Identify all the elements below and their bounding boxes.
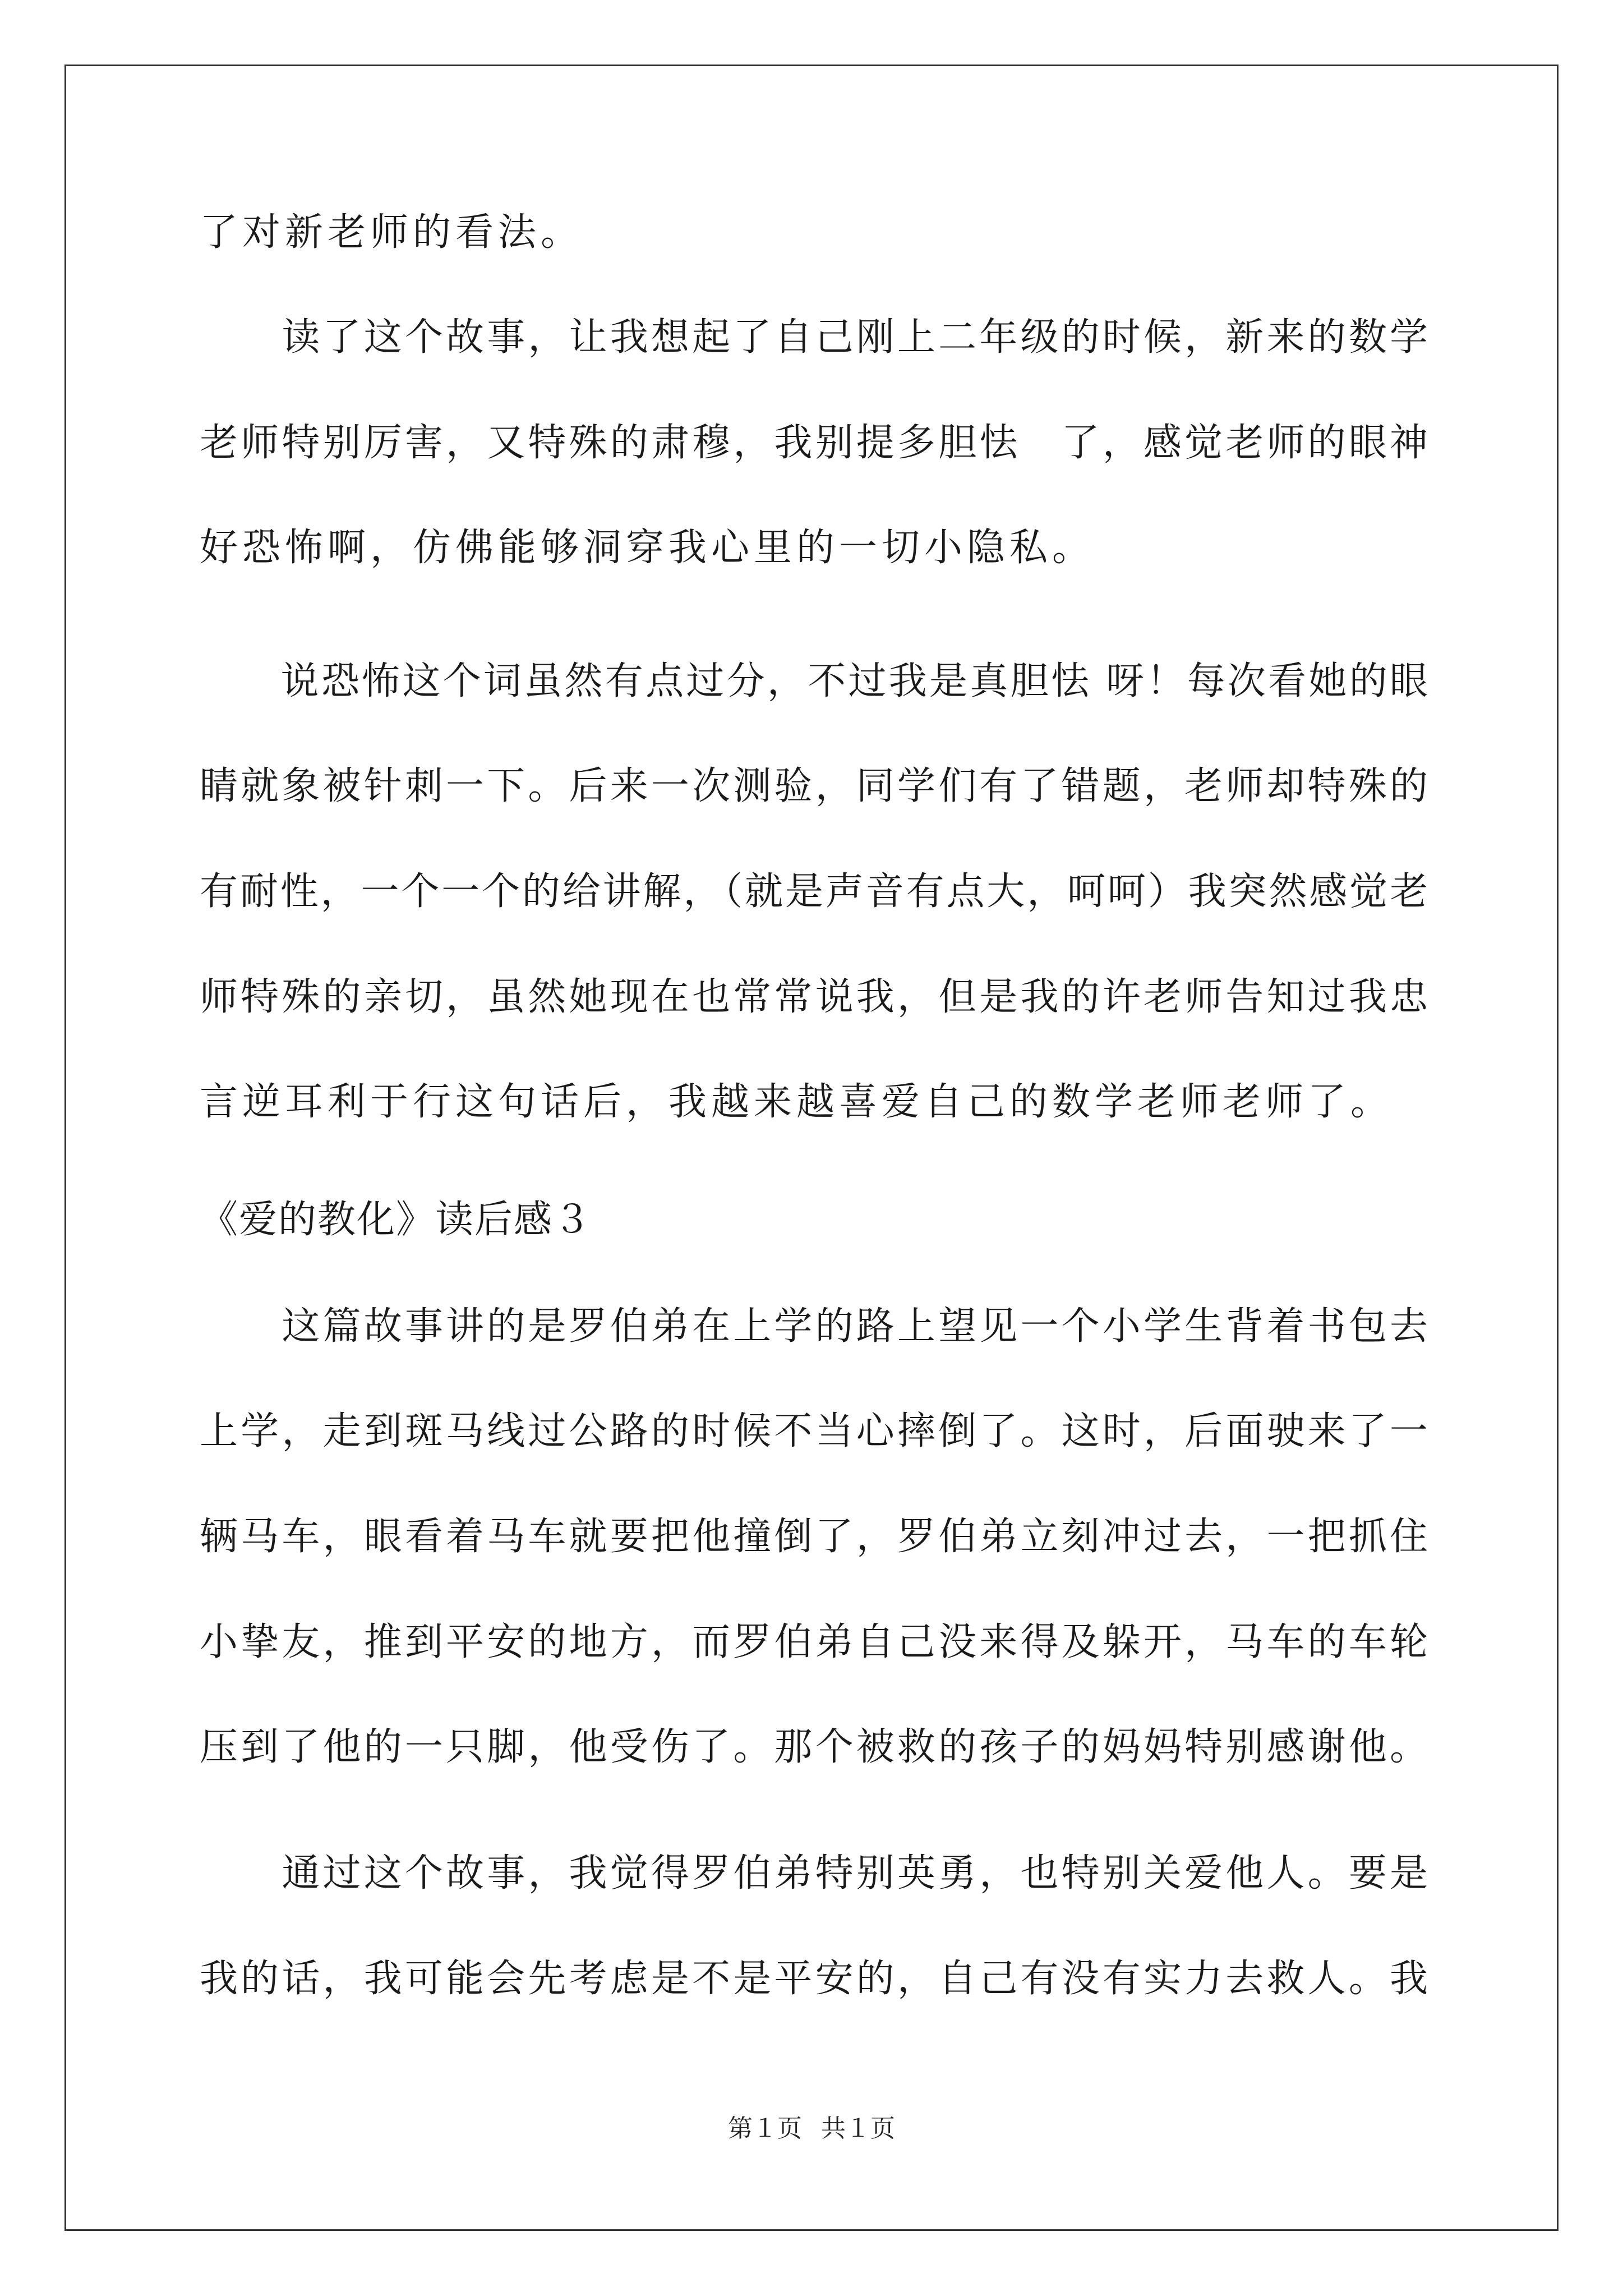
text-line: 辆马车，眼看着马车就要把他撞倒了，罗伯弟立刻冲过去，一把抓住	[200, 1515, 1428, 1559]
text-line: 好恐怖啊，仿佛能够洞穿我心里的一切小隐私。	[200, 526, 1095, 570]
text-line: 小挚友，推到平安的地方，而罗伯弟自己没来得及躲开，马车的车轮	[200, 1620, 1428, 1664]
text-line: 通过这个故事，我觉得罗伯弟特别英勇，也特别关爱他人。要是	[200, 1851, 1428, 1895]
text-line: 压到了他的一只脚，他受伤了。那个被救的孩子的妈妈特别感谢他。	[200, 1725, 1428, 1769]
page-footer	[0, 2112, 1623, 2146]
section-heading: 《爱的教化》读后感３	[200, 1198, 593, 1242]
text-line: 老师特别厉害，又特殊的肃穆，我别提多胆怯 了，感觉老师的眼神	[200, 421, 1428, 465]
text-line: 睛就象被针刺一下。后来一次测验，同学们有了错题，老师却特殊的	[200, 764, 1428, 808]
text-line: 说恐怖这个词虽然有点过分，不过我是真胆怯 呀！每次看她的眼	[200, 659, 1428, 703]
text-line: 言逆耳利于行这句话后，我越来越喜爱自己的数学老师老师了。	[200, 1080, 1394, 1124]
text-line: 我的话，我可能会先考虑是不是平安的，自己有没有实力去救人。我	[200, 1957, 1428, 2001]
text-line: 这篇故事讲的是罗伯弟在上学的路上望见一个小学生背着书包去	[200, 1304, 1428, 1349]
text-line: 上学，走到斑马线过公路的时候不当心摔倒了。这时，后面驶来了一	[200, 1409, 1428, 1453]
text-line: 师特殊的亲切，虽然她现在也常常说我，但是我的许老师告知过我忠	[200, 975, 1428, 1019]
text-line: 读了这个故事，让我想起了自己刚上二年级的时候，新来的数学	[200, 315, 1428, 360]
text-line: 了对新老师的看法。	[200, 210, 584, 255]
page-total: 共１页	[821, 2114, 895, 2143]
page-number: 第１页	[728, 2114, 802, 2143]
text-line: 有耐性，一个一个的给讲解，（就是声音有点大，呵呵）我突然感觉老	[200, 869, 1428, 914]
page-frame	[64, 65, 1559, 2231]
